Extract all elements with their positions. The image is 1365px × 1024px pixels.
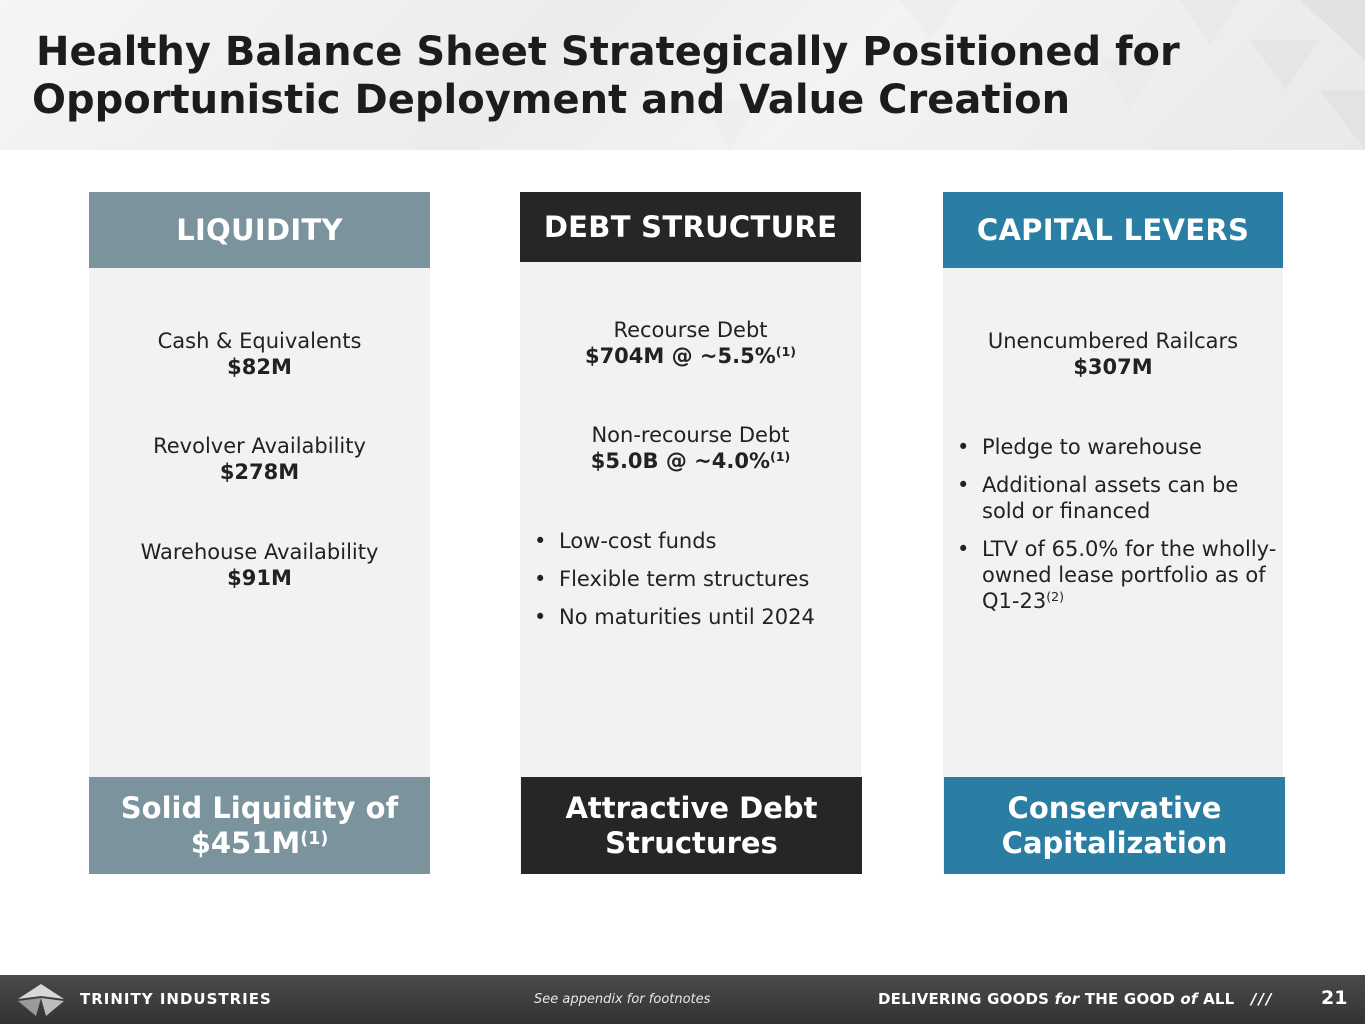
- revolver-metric: [89, 433, 430, 485]
- ltv-text: LTV of 65.0% for the wholly-owned lease portfolio as of Q1-23: [982, 537, 1277, 613]
- capital-panel: [943, 192, 1283, 874]
- liquidity-summary-footnote: (1): [300, 828, 329, 849]
- warehouse-value: $91M: [227, 566, 292, 590]
- nonrecourse-debt-footnote: (1): [770, 449, 791, 464]
- brand-name: TRINITY INDUSTRIES: [80, 990, 272, 1008]
- recourse-debt-label: Recourse Debt: [613, 318, 768, 342]
- title-line-1: Healthy Balance Sheet Strategically Positioned for: [36, 29, 1180, 75]
- unencumbered-value: $307M: [1073, 355, 1153, 379]
- list-item: • Pledge to warehouse: [955, 434, 1277, 460]
- liquidity-summary-line-1: Solid Liquidity of: [120, 790, 399, 825]
- warehouse-metric: [89, 539, 430, 591]
- list-item: [955, 536, 1277, 614]
- list-item: • No maturities until 2024: [532, 604, 852, 630]
- tagline-part-3: ALL: [1197, 990, 1235, 1008]
- page-number: 21: [1321, 987, 1348, 1009]
- footnote-reference: See appendix for footnotes: [534, 992, 711, 1007]
- warehouse-label: Warehouse Availability: [140, 540, 379, 564]
- revolver-value: $278M: [219, 460, 300, 484]
- debt-bullets: [532, 528, 852, 642]
- page-title: [32, 28, 1282, 124]
- nonrecourse-debt-value: $5.0B @ ~4.0%: [590, 449, 770, 473]
- cash-value: $82M: [227, 355, 292, 379]
- liquidity-header: LIQUIDITY: [89, 192, 430, 268]
- liquidity-summary: [89, 777, 430, 874]
- recourse-debt-metric: [520, 317, 861, 369]
- cash-metric: [89, 328, 430, 380]
- tagline: [878, 990, 1234, 1008]
- debt-header: DEBT STRUCTURE: [520, 192, 861, 262]
- list-item: • Additional assets can be sold or financed: [955, 472, 1277, 524]
- tagline-part-2: THE GOOD: [1079, 990, 1181, 1008]
- debt-summary-line-1: Attractive Debt: [565, 790, 818, 825]
- capital-summary: [944, 777, 1285, 874]
- debt-summary-line-2: Structures: [605, 825, 778, 860]
- nonrecourse-debt-label: Non-recourse Debt: [591, 423, 790, 447]
- cash-label: Cash & Equivalents: [157, 329, 362, 353]
- list-item: • Flexible term structures: [532, 566, 852, 592]
- debt-panel: [520, 192, 861, 874]
- unencumbered-metric: [943, 328, 1283, 380]
- recourse-debt-value: $704M @ ~5.5%: [584, 344, 776, 368]
- title-banner: [0, 0, 1365, 150]
- capital-summary-line-1: Conservative: [1007, 790, 1222, 825]
- footer-bar: [0, 975, 1365, 1024]
- tagline-part-1: DELIVERING GOODS: [878, 990, 1055, 1008]
- capital-bullets: [955, 434, 1277, 626]
- debt-summary: [521, 777, 862, 874]
- trinity-logo-icon: [16, 982, 66, 1018]
- liquidity-panel: [89, 192, 430, 874]
- capital-header: CAPITAL LEVERS: [943, 192, 1283, 268]
- tagline-of: of: [1180, 990, 1198, 1008]
- liquidity-summary-line-2: $451M: [190, 825, 301, 860]
- list-item: • Low-cost funds: [532, 528, 852, 554]
- divider-slashes: ///: [1251, 990, 1274, 1008]
- recourse-debt-footnote: (1): [775, 344, 797, 359]
- tagline-for: for: [1054, 990, 1080, 1008]
- title-line-2: Opportunistic Deployment and Value Creation: [32, 77, 1071, 123]
- ltv-footnote: (2): [1046, 589, 1065, 604]
- revolver-label: Revolver Availability: [153, 434, 366, 458]
- capital-summary-line-2: Capitalization: [1001, 825, 1228, 860]
- nonrecourse-debt-metric: [520, 422, 861, 474]
- unencumbered-label: Unencumbered Railcars: [987, 329, 1239, 353]
